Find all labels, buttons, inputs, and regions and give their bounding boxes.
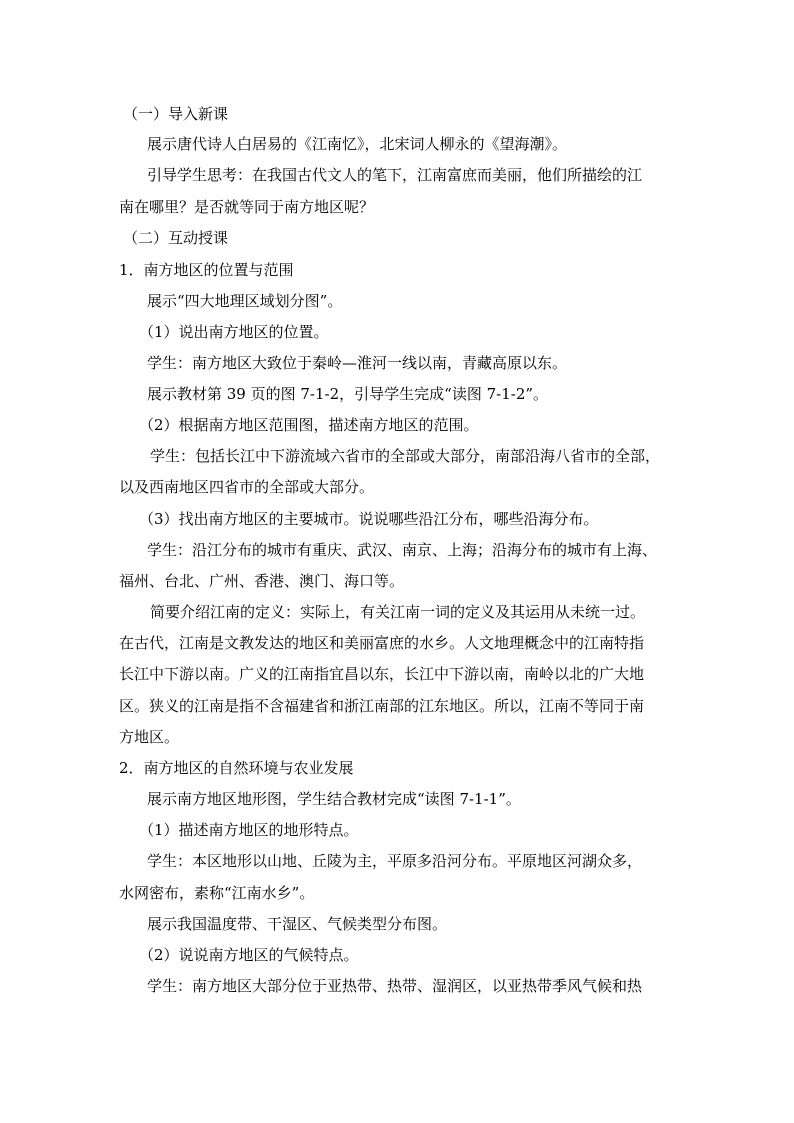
section-heading-intro: （一）导入新课 xyxy=(123,105,229,123)
paragraph-line: 学生：沿江分布的城市有重庆、武汉、南京、上海；沿海分布的城市有上海、 xyxy=(147,541,658,559)
paragraph-line: 展示“四大地理区域划分图”。 xyxy=(147,292,343,310)
question-line: （2）说说南方地区的气候特点。 xyxy=(139,946,359,964)
paragraph-line: 福州、台北、广州、香港、澳门、海口等。 xyxy=(119,572,405,590)
paragraph-line: 简要介绍江南的定义：实际上，有关江南一词的定义及其运用从未统一过。 xyxy=(150,603,646,621)
paragraph-line: 引导学生思考：在我国古代文人的笔下，江南富庶而美丽，他们所描绘的江 xyxy=(147,166,643,184)
paragraph-line: 学生：包括长江中下游流域六省市的全部或大部分，南部沿海八省市的全部， xyxy=(150,447,661,465)
paragraph-line: 长江中下游以南。广义的江南指宜昌以东，长江中下游以南，南岭以北的广大地 xyxy=(119,665,645,683)
question-line: （3）找出南方地区的主要城市。说说哪些沿江分布，哪些沿海分布。 xyxy=(139,510,599,528)
paragraph-line: 学生：南方地区大部分位于亚热带、热带、湿润区，以亚热带季风气候和热 xyxy=(147,977,643,995)
paragraph-line: 展示教材第 39 页的图 7-1-2，引导学生完成“读图 7-1-2”。 xyxy=(147,385,549,403)
subsection-heading-location: 1．南方地区的位置与范围 xyxy=(119,261,294,279)
paragraph-line: 方地区。 xyxy=(119,728,180,746)
section-heading-interactive: （二）互动授课 xyxy=(123,229,229,247)
paragraph-line: 在古代，江南是文教发达的地区和美丽富庶的水乡。人文地理概念中的江南特指 xyxy=(119,634,645,652)
paragraph-line: 展示南方地区地形图，学生结合教材完成“读图 7-1-1”。 xyxy=(147,790,521,808)
paragraph-line: 区。狭义的江南是指不含福建省和浙江南部的江东地区。所以，江南不等同于南 xyxy=(119,697,645,715)
question-line: （2）根据南方地区范围图，描述南方地区的范围。 xyxy=(139,416,479,434)
subsection-heading-environment: 2．南方地区的自然环境与农业发展 xyxy=(119,759,354,777)
paragraph-line: 学生：本区地形以山地、丘陵为主，平原多沿河分布。平原地区河湖众多， xyxy=(147,852,643,870)
question-line: （1）描述南方地区的地形特点。 xyxy=(139,821,359,839)
paragraph-line: 学生：南方地区大致位于秦岭—淮河一线以南，青藏高原以东。 xyxy=(147,354,568,372)
paragraph-line: 展示我国温度带、干湿区、气候类型分布图。 xyxy=(147,915,448,933)
question-line: （1）说出南方地区的位置。 xyxy=(139,323,329,341)
paragraph-line: 展示唐代诗人白居易的《江南忆》，北宋词人柳永的《望海潮》。 xyxy=(147,135,568,153)
paragraph-line: 水网密布，素称“江南水乡”。 xyxy=(119,884,315,902)
paragraph-line: 南在哪里？是否就等同于南方地区呢？ xyxy=(119,198,375,216)
paragraph-line: 以及西南地区四省市的全部或大部分。 xyxy=(119,478,375,496)
